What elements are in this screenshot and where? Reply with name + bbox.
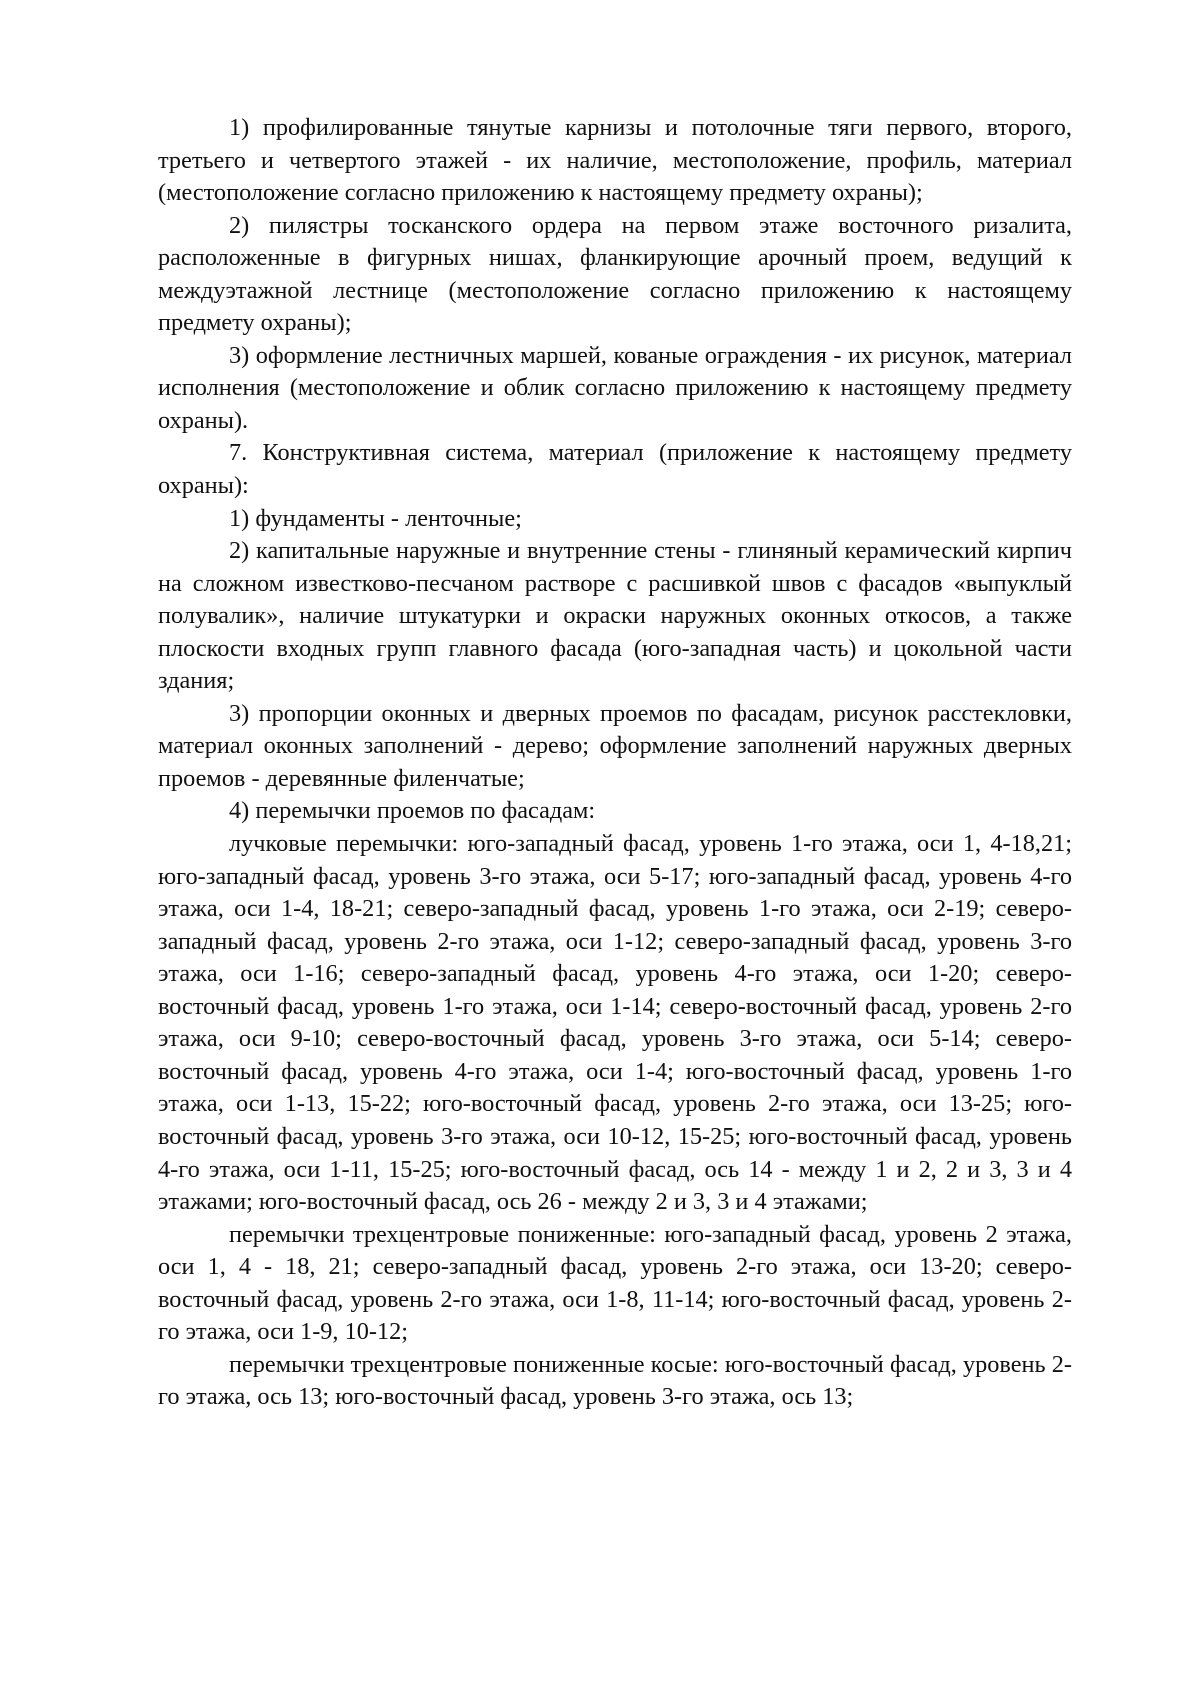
paragraph-5: 1) фундаменты - ленточные; bbox=[229, 504, 522, 532]
paragraph-9: лучковые перемычки: юго-западный фасад, уровень 1-го этажа, оси 1, 4-18,21; юго-западный фасад, уровень 3-го этажа, оси 5-17; юго-западный фасад, уровень 4-го этажа, оси 1-4, 18-21; северо-западный фасад, уровень 1-го этажа, оси 2-19; северо-западный фасад, уровень 2-го этажа, оси 1-12; северо-западный фасад, уровень 3-го этажа, оси 1-16; северо-западный фасад, уровень 4-го этажа, оси 1-20; северо-восточный фасад, уровень 1-го этажа, оси 1-14; северо-восточный фасад, уровень 2-го этажа, оси 9-10; северо-восточный фасад, уровень 3-го этажа, оси 5-14; северо-восточный фасад, уровень 4-го этажа, оси 1-4; юго-восточный фасад, уровень 1-го этажа, оси 1-13, 15-22; юго-восточный фасад, уровень 2-го этажа, оси 13-25; юго-восточный фасад, уровень 3-го этажа, оси 10-12, 15-25; юго-восточный фасад, уровень 4-го этажа, оси 1-11, 15-25; юго-восточный фасад, ось 14 - между 1 и 2, 2 и 3, 3 и 4 этажами; юго-восточный фасад, ось 26 - между 2 и 3, 3 и 4 этажами; bbox=[158, 830, 1072, 1216]
paragraph-10: перемычки трехцентровые пониженные: юго-западный фасад, уровень 2 этажа, оси 1, 4 - 18, 21; северо-западный фасад, уровень 2-го этажа, оси 13-20; северо-восточный фасад, уровень 2-го этажа, оси 1-8, 11-14; юго-восточный фасад, уровень 2-го этажа, оси 1-9, 10-12; bbox=[158, 1220, 1072, 1346]
paragraph-4: 7. Конструктивная система, материал (приложение к настоящему предмету охраны): bbox=[158, 439, 1072, 500]
paragraph-1: 1) профилированные тянутые карнизы и потолочные тяги первого, второго, третьего и четвертого этажей - их наличие, местоположение, профиль, материал (местоположение согласно приложению к настоящему предмету охраны); bbox=[158, 114, 1072, 207]
paragraph-11: перемычки трехцентровые пониженные косые: юго-восточный фасад, уровень 2-го этажа, ось 13; юго-восточный фасад, уровень 3-го этажа, ось 13; bbox=[158, 1350, 1072, 1411]
paragraph-3: 3) оформление лестничных маршей, кованые ограждения - их рисунок, материал исполнения (местоположение и облик согласно приложению к настоящему предмету охраны). bbox=[158, 341, 1072, 434]
document-page bbox=[158, 112, 1072, 1612]
paragraph-8: 4) перемычки проемов по фасадам: bbox=[229, 797, 596, 825]
paragraph-2: 2) пилястры тосканского ордера на первом этаже восточного ризалита, расположенные в фигурных нишах, фланкирующие арочный проем, ведущий к междуэтажной лестнице (местоположение согласно приложению к настоящему предмету охраны); bbox=[158, 211, 1072, 337]
paragraph-7: 3) пропорции оконных и дверных проемов по фасадам, рисунок расстекловки, материал оконных заполнений - дерево; оформление заполнений наружных дверных проемов - деревянные филенчатые; bbox=[158, 699, 1072, 792]
paragraph-6: 2) капитальные наружные и внутренние стены - глиняный керамический кирпич на сложном известково-песчаном растворе с расшивкой швов с фасадов «выпуклый полувалик», наличие штукатурки и окраски наружных оконных откосов, а также плоскости входных групп главного фасада (юго-западная часть) и цокольной части здания; bbox=[158, 537, 1072, 695]
